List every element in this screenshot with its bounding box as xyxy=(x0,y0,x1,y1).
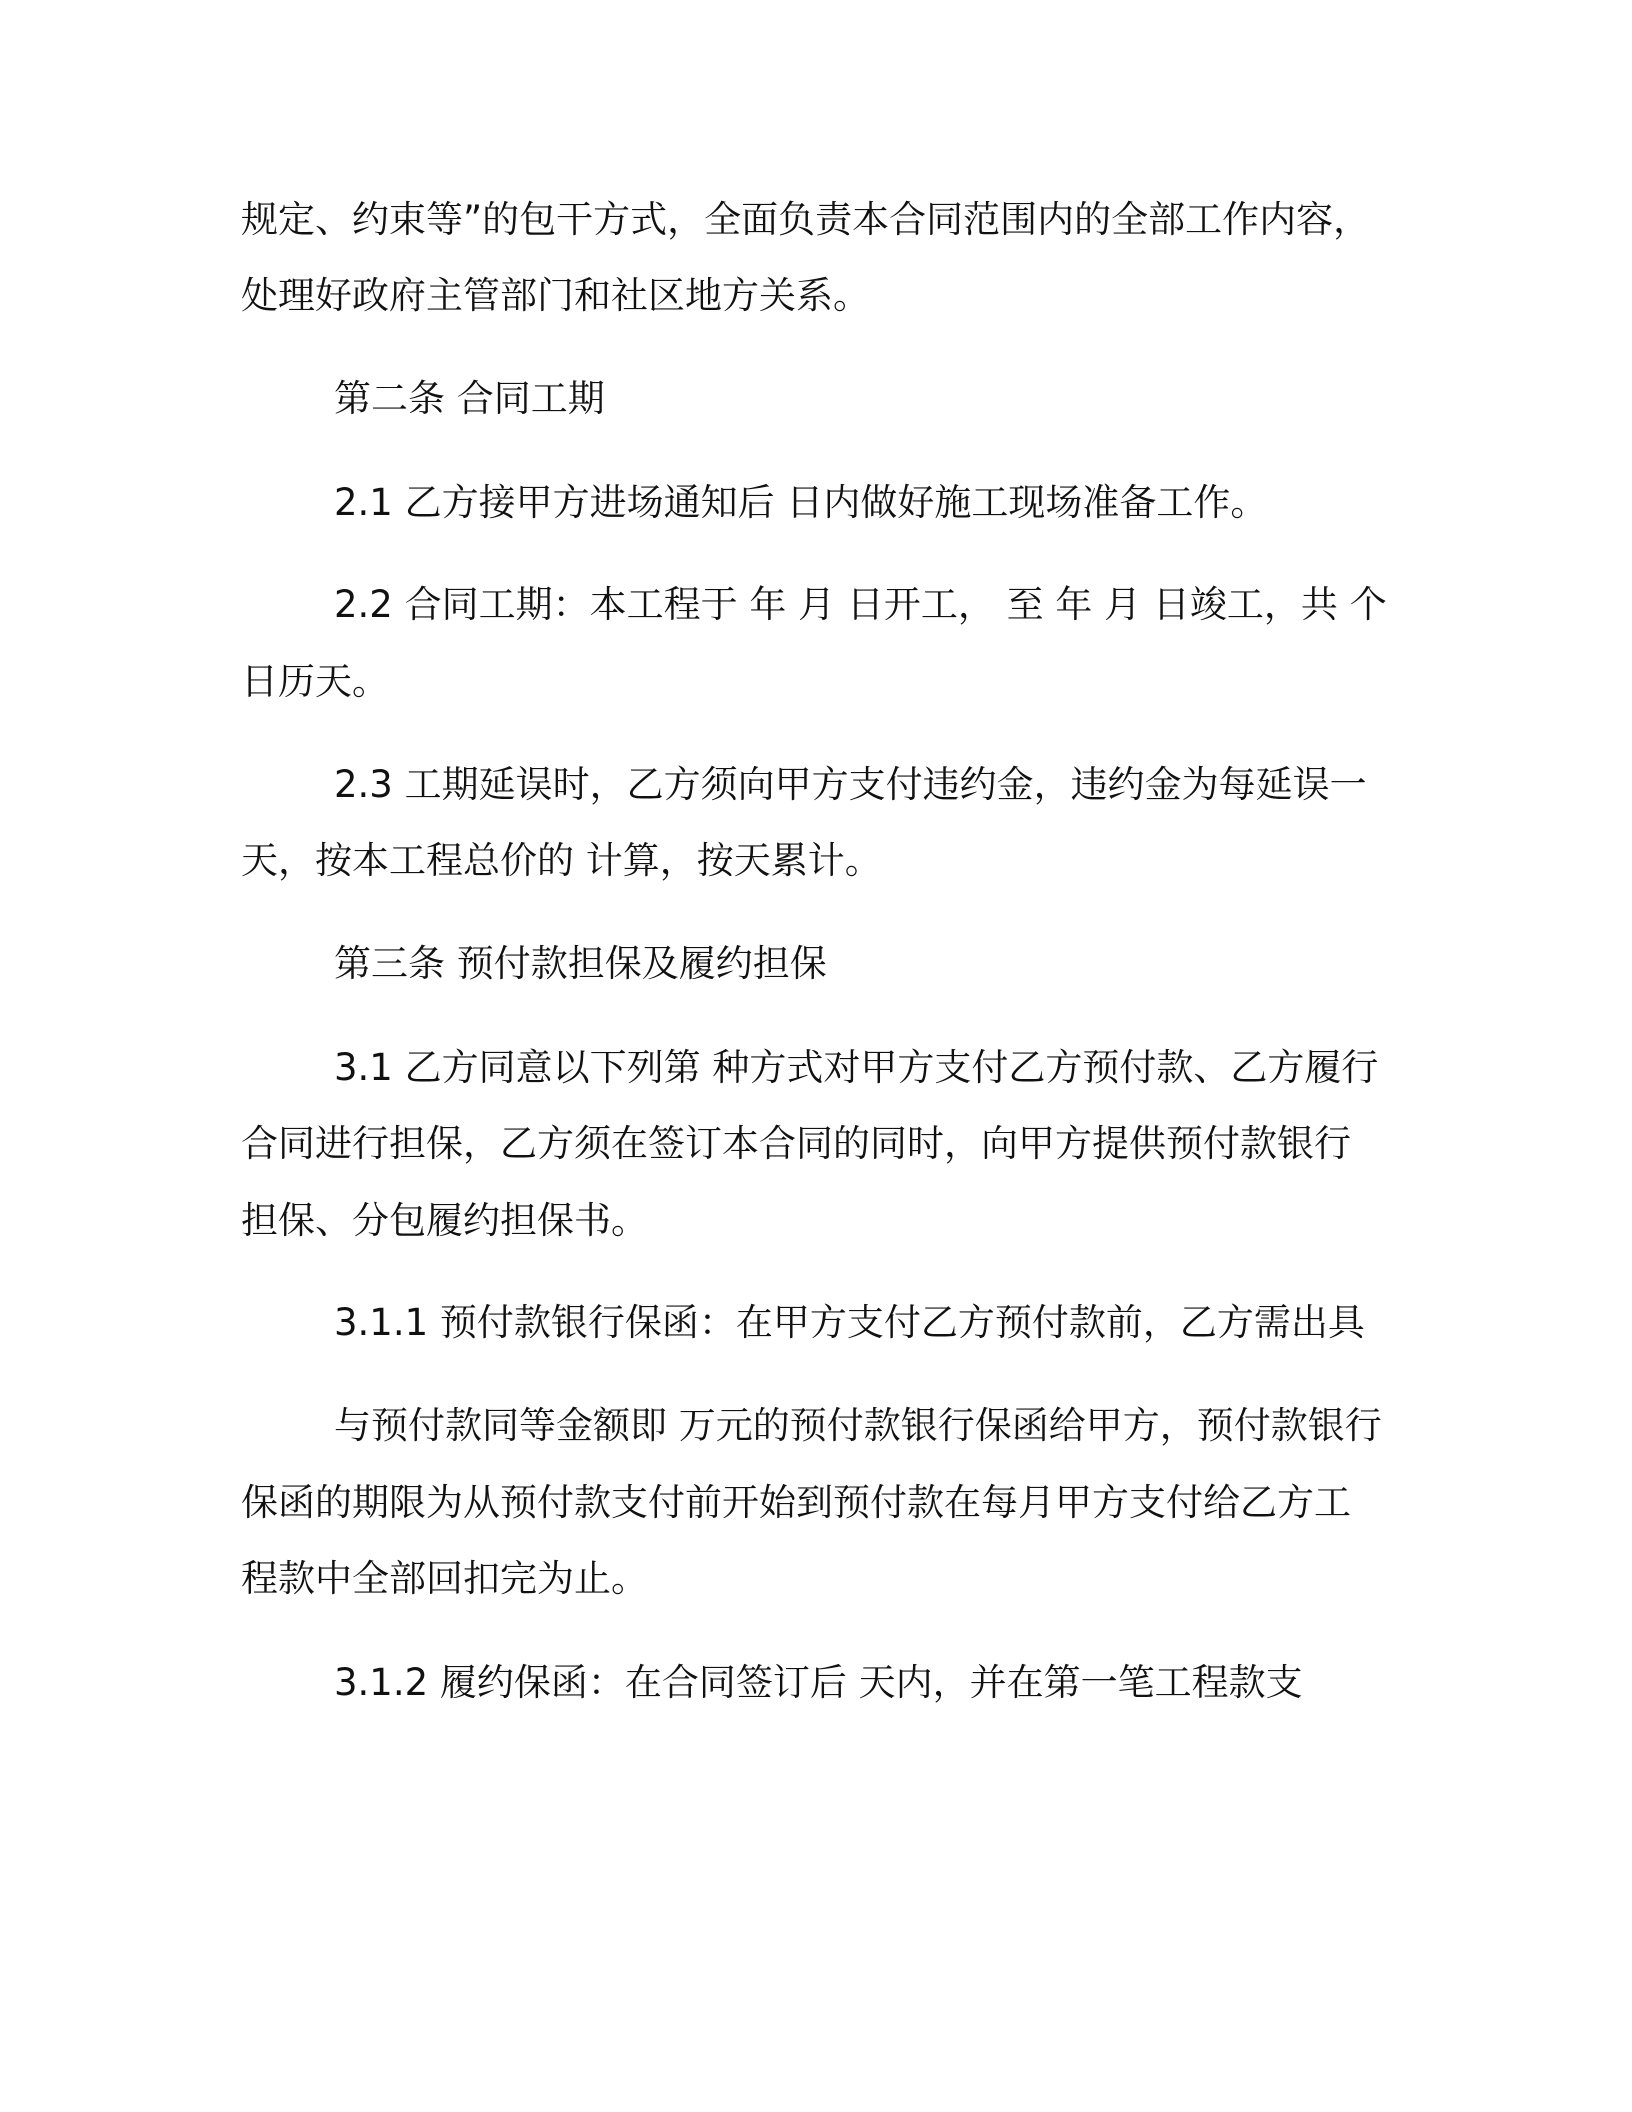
clause-2-3-cont: 天，按本工程总价的 计算，按天累计。 xyxy=(241,839,882,882)
clause-3-1-cont: 合同进行担保，乙方须在签订本合同的同时，向甲方提供预付款银行 xyxy=(241,1122,1351,1165)
section-heading-2: 第二条 合同工期 xyxy=(334,377,605,420)
clause-3-1-2: 3.1.2 履约保函：在合同签订后 天内，并在第一笔工程款支 xyxy=(334,1661,1303,1704)
clause-2-2: 2.2 合同工期：本工程于 年 月 日开工， 至 年 月 日竣工，共 个 xyxy=(334,583,1387,626)
clause-2-3: 2.3 工期延误时，乙方须向甲方支付违约金，违约金为每延误一 xyxy=(334,763,1367,806)
clause-3-1-cont: 担保、分包履约担保书。 xyxy=(241,1199,648,1242)
clause-3-1-1-cont: 程款中全部回扣完为止。 xyxy=(241,1557,648,1600)
clause-3-1-1-cont: 保函的期限为从预付款支付前开始到预付款在每月甲方支付给乙方工 xyxy=(241,1481,1351,1524)
clause-2-1: 2.1 乙方接甲方进场通知后 日内做好施工现场准备工作。 xyxy=(334,481,1268,524)
clause-3-1-1-cont: 与预付款同等金额即 万元的预付款银行保函给甲方，预付款银行 xyxy=(334,1404,1382,1447)
body-text-line: 处理好政府主管部门和社区地方关系。 xyxy=(241,274,870,317)
clause-3-1: 3.1 乙方同意以下列第 种方式对甲方支付乙方预付款、乙方履行 xyxy=(334,1046,1379,1089)
clause-3-1-1: 3.1.1 预付款银行保函：在甲方支付乙方预付款前，乙方需出具 xyxy=(334,1301,1365,1344)
body-text-line: 规定、约束等”的包干方式，全面负责本合同范围内的全部工作内容， xyxy=(241,198,1371,241)
section-heading-3: 第三条 预付款担保及履约担保 xyxy=(334,942,827,985)
clause-2-2-cont: 日历天。 xyxy=(241,660,389,703)
